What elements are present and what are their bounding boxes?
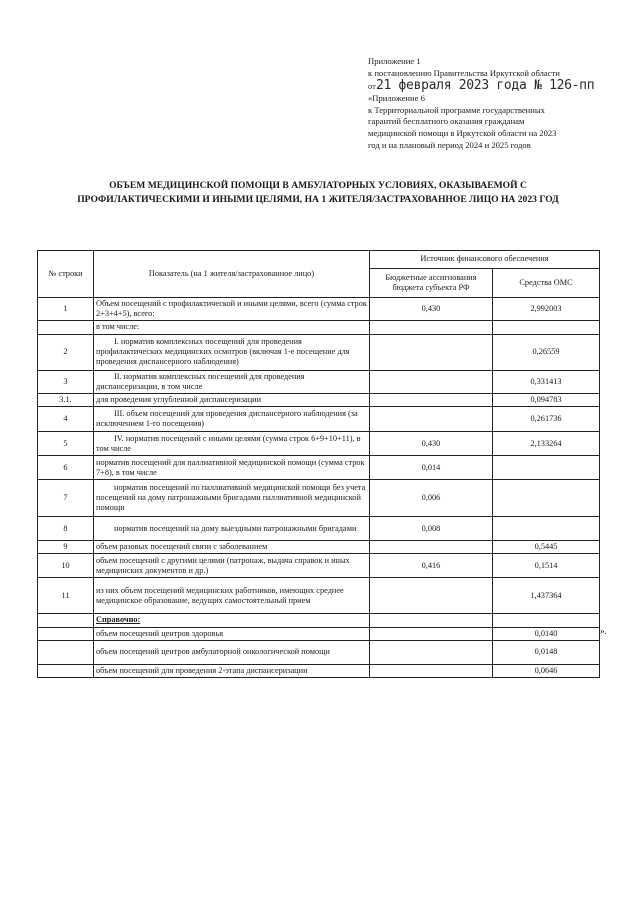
row-budget: 0,416 <box>370 554 493 578</box>
row-indicator: объем посещений для проведения 2-этапа диспансеризации <box>94 664 370 677</box>
row-number <box>38 664 94 677</box>
row-indicator: I. норматив комплексных посещений для проведения профилактических медицинских осмотров (включая 1-е посещение для проведения диспансерного наблюдения) <box>94 334 370 370</box>
row-budget <box>370 627 493 640</box>
header-oms: Средства ОМС <box>493 269 600 298</box>
table-row <box>38 480 600 517</box>
table-row <box>38 614 600 627</box>
row-indicator: норматив посещений по паллиативной медицинской помощи без учета посещений на дому патронажными бригадами паллиативной медицинской помощи <box>94 480 370 517</box>
table-row <box>38 394 600 407</box>
row-number: 6 <box>38 456 94 480</box>
header-line-7: медицинской помощи в Иркутской области на 2023 <box>368 127 557 138</box>
row-budget <box>370 664 493 677</box>
row-indicator: объем посещений центров амбулаторной онкологической помощи <box>94 640 370 664</box>
row-number: 11 <box>38 578 94 614</box>
row-number: 8 <box>38 517 94 541</box>
table-row <box>38 554 600 578</box>
row-indicator: III. объем посещений для проведения диспансерного наблюдения (за исключением 1-го посещения) <box>94 407 370 432</box>
header-budget: Бюджетные ассигнования бюджета субъекта РФ <box>370 269 493 298</box>
row-budget <box>370 321 493 334</box>
row-budget <box>370 334 493 370</box>
row-budget <box>370 614 493 627</box>
title-line-1: ОБЪЕМ МЕДИЦИНСКОЙ ПОМОЩИ В АМБУЛАТОРНЫХ УСЛОВИЯХ, ОКАЗЫВАЕМОЙ С <box>109 180 527 191</box>
row-oms: 0,0140 <box>493 627 600 640</box>
closing-quote-mark: ». <box>600 626 607 636</box>
table-row <box>38 578 600 614</box>
row-oms: 0,0148 <box>493 640 600 664</box>
table-row <box>38 627 600 640</box>
header-date-handwritten: 21 февраля 2023 года № 126-пп <box>375 78 595 94</box>
row-budget <box>370 578 493 614</box>
header-date-prefix: от <box>368 81 376 92</box>
document-title <box>50 179 586 206</box>
header-funding-source: Источник финансового обеспечения <box>370 251 600 269</box>
table-row <box>38 370 600 393</box>
row-budget: 0,430 <box>370 432 493 456</box>
table-row <box>38 321 600 334</box>
header-date-line <box>368 79 628 93</box>
table-row <box>38 517 600 541</box>
row-number: 10 <box>38 554 94 578</box>
row-oms <box>493 456 600 480</box>
row-budget <box>370 394 493 407</box>
row-oms: 2,133264 <box>493 432 600 456</box>
header-row-number: № строки <box>38 251 94 298</box>
row-oms: 0,5445 <box>493 541 600 554</box>
row-indicator: IV. норматив посещений с иными целями (сумма строк 6+9+10+11), в том числе <box>94 432 370 456</box>
row-indicator: из них объем посещений медицинских работников, имеющих среднее медицинское образование, ведущих самостоятельный прием <box>94 578 370 614</box>
title-line-2: ПРОФИЛАКТИЧЕСКИМИ И ИНЫМИ ЦЕЛЯМИ, НА 1 ЖИТЕЛЯ/ЗАСТРАХОВАННОЕ ЛИЦО НА 2023 ГОД <box>77 193 559 205</box>
header-line-1: Приложение 1 <box>368 56 421 66</box>
table-row <box>38 640 600 664</box>
table-row <box>38 432 600 456</box>
row-indicator: II. норматив комплексных посещений для проведения диспансеризации, в том числе <box>94 370 370 393</box>
row-indicator: норматив посещений для паллиативной медицинской помощи (сумма строк 7+8), в том числе <box>94 456 370 480</box>
row-oms: 0,26559 <box>493 334 600 370</box>
row-budget <box>370 541 493 554</box>
row-oms <box>493 517 600 541</box>
row-number <box>38 321 94 334</box>
row-budget: 0,008 <box>370 517 493 541</box>
table-row <box>38 664 600 677</box>
row-indicator: объем разовых посещений связи с заболеванием <box>94 541 370 554</box>
table-row <box>38 298 600 321</box>
row-oms: 2,992003 <box>493 298 600 321</box>
row-number: 5 <box>38 432 94 456</box>
row-number: 3 <box>38 370 94 393</box>
row-oms: 0,331413 <box>493 370 600 393</box>
row-number: 2 <box>38 334 94 370</box>
row-budget: 0,014 <box>370 456 493 480</box>
row-indicator: Объем посещений с профилактической и иными целями, всего (сумма строк 2+3+4+5), всего: <box>94 298 370 321</box>
row-oms: 1,437364 <box>493 578 600 614</box>
table-body <box>38 298 600 678</box>
table-row <box>38 541 600 554</box>
row-budget <box>370 370 493 393</box>
row-indicator: для проведения углубленной диспансеризации <box>94 394 370 407</box>
row-number: 4 <box>38 407 94 432</box>
row-oms <box>493 321 600 334</box>
volume-table <box>37 250 600 678</box>
row-oms: 0,261736 <box>493 407 600 432</box>
header-line-6: гарантий бесплатного оказания гражданам <box>368 116 525 127</box>
row-indicator: норматив посещений на дому выездными патронажными бригадами <box>94 517 370 541</box>
row-number <box>38 614 94 627</box>
row-oms <box>493 614 600 627</box>
row-oms <box>493 480 600 517</box>
header-line-4: «Приложение 6 <box>368 93 425 104</box>
row-budget <box>370 640 493 664</box>
row-number <box>38 627 94 640</box>
row-budget: 0,006 <box>370 480 493 517</box>
row-indicator: объем посещений центров здоровья <box>94 627 370 640</box>
row-number: 3.1. <box>38 394 94 407</box>
row-oms: 0,1514 <box>493 554 600 578</box>
table-row <box>38 334 600 370</box>
row-budget <box>370 407 493 432</box>
header-indicator: Показатель (на 1 жителя/застрахованное лицо) <box>94 251 370 298</box>
document-header <box>368 56 628 151</box>
header-line-8: год и на плановый период 2024 и 2025 годов <box>368 139 531 150</box>
row-indicator-reference: Справочно: <box>94 614 370 627</box>
row-budget: 0,430 <box>370 298 493 321</box>
row-number <box>38 640 94 664</box>
row-number: 9 <box>38 541 94 554</box>
row-number: 1 <box>38 298 94 321</box>
row-indicator: объем посещений с другими целями (патронаж, выдача справок и иных медицинских документов и др.) <box>94 554 370 578</box>
header-line-2: к постановлению Правительства Иркутской области <box>368 67 560 78</box>
table-row <box>38 456 600 480</box>
header-line-5: к Территориальной программе государственных <box>368 104 545 115</box>
row-oms: 0,0646 <box>493 664 600 677</box>
row-oms: 0,094783 <box>493 394 600 407</box>
row-number: 7 <box>38 480 94 517</box>
table-row <box>38 407 600 432</box>
row-indicator: в том числе: <box>94 321 370 334</box>
